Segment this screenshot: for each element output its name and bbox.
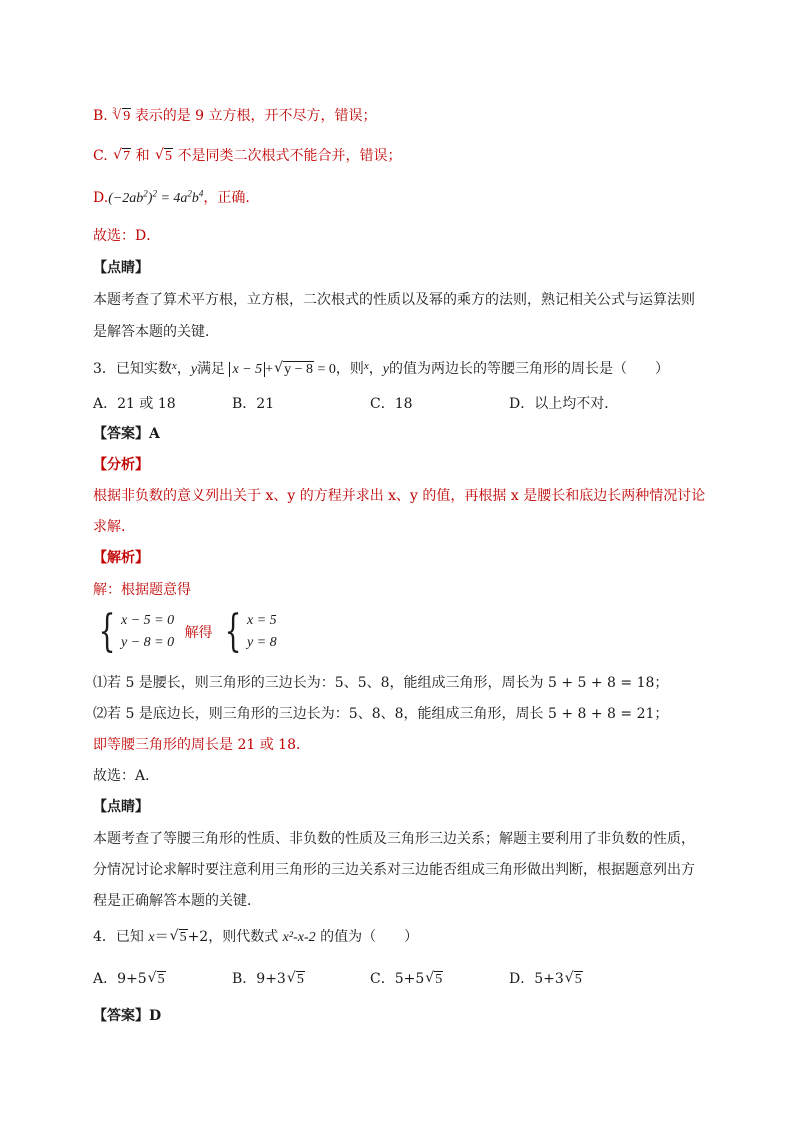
case-2: ⑵若 5 是底边长，则三角形的三边长为：5、8、8，能组成三角形，周长 5 + 8 + 8 = 21； [93, 706, 669, 722]
analysis-line: 求解． [93, 519, 135, 535]
option-b-explanation: B. 3 √ 9 表示的是 9 立方根，开不尽方，错误； [93, 106, 377, 127]
section-fenxi: 【分析】 [93, 457, 149, 473]
question-3: 3．已知实数$^x$，y满足 x − 5 +√ y − 8 = 0，则$^x$，y的值为两边长的等腰三角形的周长是（ ） [93, 356, 669, 380]
q3-option-c: C．18 [370, 396, 413, 412]
q4-option-b: B．9+3√ 5 [232, 968, 305, 988]
q4-option-d: D．5+3√ 5 [509, 968, 583, 988]
answer-3: 【答案】A [93, 426, 160, 442]
q3-option-a: A．21 或 18 [93, 396, 176, 412]
conclusion: 即等腰三角形的周长是 21 或 18． [93, 737, 310, 753]
choice-statement: 故选：A． [93, 768, 160, 784]
equation-systems: { x − 5 = 0 y − 8 = 0 解得 { x = 5 y = 8 [98, 606, 277, 657]
system-2: x = 5 y = 8 [247, 613, 277, 650]
paragraph-line: 是解答本题的关键． [93, 324, 219, 340]
section-jiexi: 【解析】 [93, 550, 149, 566]
solution-intro: 解：根据题意得 [93, 582, 191, 598]
section-dianjing: 【点睛】 [93, 260, 149, 276]
case-1: ⑴若 5 是腰长，则三角形的三边长为：5、5、8，能组成三角形，周长为 5 + 5 + 8 = 18； [93, 675, 669, 691]
section-dianjing: 【点睛】 [93, 799, 149, 815]
system-1: x − 5 = 0 y − 8 = 0 [121, 613, 175, 650]
paragraph-line: 本题考查了等腰三角形的性质、非负数的性质及三角形三边关系；解题主要利用了非负数的性质， [93, 831, 695, 847]
choice-statement: 故选：D． [93, 228, 161, 244]
question-4: 4．已知 x＝√ 5+2，则代数式 x²-x-2 的值为（ ） [93, 927, 418, 948]
q4-option-c: C．5+5√ 5 [370, 968, 443, 988]
q3-option-b: B．21 [232, 396, 275, 412]
paragraph-line: 程是正确解答本题的关键． [93, 893, 261, 909]
q3-option-d: D．以上均不对． [509, 396, 619, 412]
analysis-line: 根据非负数的意义列出关于 x、y 的方程并求出 x、y 的值，再根据 x 是腰长和底边长两种情况讨论 [93, 488, 706, 504]
option-d-explanation: $D.(-2ab^2)^2 = 4a^2b^4$，正确. [93, 188, 250, 206]
option-c-explanation: C. √ 7 和 √ 5 不是同类二次根式不能合并，错误； [93, 146, 401, 167]
answer-4: 【答案】D [93, 1008, 162, 1024]
paragraph-line: 分情况讨论求解时要注意利用三角形的三边关系对三边能否组成三角形做出判断，根据题意列出方 [93, 862, 695, 878]
paragraph-line: 本题考查了算术平方根，立方根，二次根式的性质以及幂的乘方的法则，熟记相关公式与运算法则 [93, 292, 695, 308]
q4-option-a: A．9+5√ 5 [93, 968, 166, 988]
